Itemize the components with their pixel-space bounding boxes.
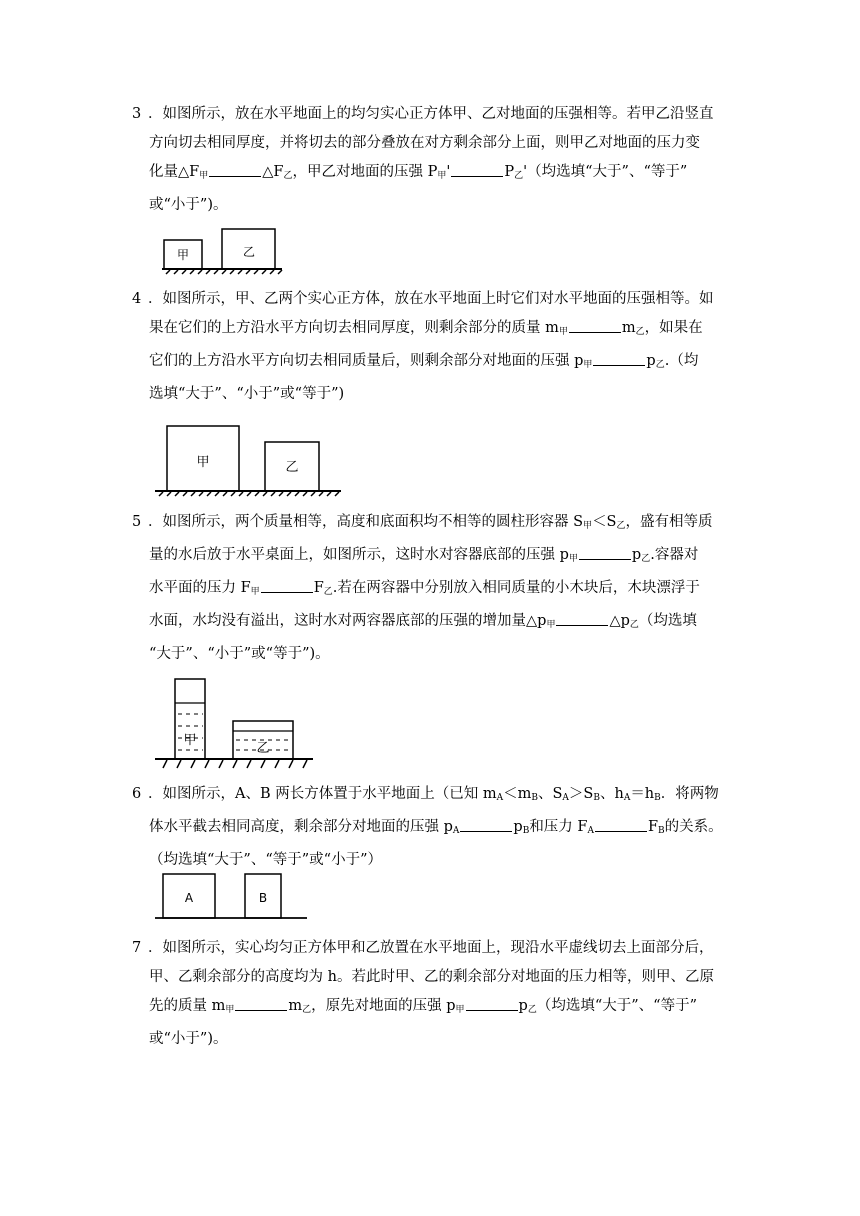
answer-blank[interactable] bbox=[235, 996, 287, 1011]
answer-blank[interactable] bbox=[569, 318, 621, 333]
answer-blank[interactable] bbox=[261, 578, 313, 593]
question-text: ．如图所示，甲、乙两个实心正方体，放在水平地面上时它们对水平地面的压强相等。如 bbox=[148, 291, 714, 307]
question-number: 4 bbox=[132, 291, 142, 307]
question-6 bbox=[132, 780, 742, 875]
question-text: 选填“大于”、“小于”或“等于”) bbox=[149, 386, 345, 402]
question-text: 果在它们的上方沿水平方向切去相同厚度，则剩余部分的质量 $m_甲$ $m_乙$，如果在 bbox=[149, 320, 703, 337]
question-text: 水面，水均没有溢出，这时水对两容器底部的压强的增加量$\triangle p_甲$ $\triangle p_乙$（均选填 bbox=[149, 613, 697, 630]
question-3 bbox=[132, 100, 742, 220]
question-text: 或“小于”)。 bbox=[149, 1031, 228, 1047]
container-label: 甲 bbox=[183, 733, 197, 748]
question-4 bbox=[132, 285, 742, 409]
question-text: ．如图所示，放在水平地面上的均匀实心正方体甲、乙对地面的压强相等。若甲乙沿竖直 bbox=[148, 106, 714, 122]
question-text: （均选填“大于”、“等于”或“小于”） bbox=[149, 852, 382, 868]
question-text: ．如图所示，实心均匀正方体甲和乙放置在水平地面上，现沿水平虚线切去上面部分后， bbox=[148, 940, 714, 956]
answer-blank[interactable] bbox=[579, 545, 631, 560]
question-number: 6 bbox=[132, 786, 142, 802]
question-text: 量的水后放于水平桌面上，如图所示，这时水对容器底部的压强 $p_甲$ $p_乙$.容器对 bbox=[149, 547, 699, 564]
question-text: 先的质量 $m_甲$ $m_乙$，原先对地面的压强 $p_甲$ $p_乙$（均选填“大于”、“等于” bbox=[149, 998, 698, 1015]
answer-blank[interactable] bbox=[593, 351, 645, 366]
question-text: 体水平截去相同高度，剩余部分对地面的压强 $p_A$ $p_B$和压力 $F_A$ $F_B$的关系。 bbox=[149, 819, 723, 836]
question-text: 或“小于”)。 bbox=[149, 197, 228, 213]
question-text: “大于”、“小于”或“等于”)。 bbox=[149, 646, 330, 662]
figure-q5 bbox=[155, 678, 315, 770]
question-text: 甲、乙剩余部分的高度均为 h。若此时甲、乙的剩余部分对地面的压力相等，则甲、乙原 bbox=[149, 969, 714, 985]
container-label: 乙 bbox=[256, 741, 270, 756]
block-label: 甲 bbox=[196, 455, 210, 470]
answer-blank[interactable] bbox=[209, 162, 261, 177]
ground-hatch bbox=[159, 492, 339, 496]
block-label: A bbox=[184, 891, 194, 905]
question-number: 5 bbox=[132, 514, 142, 530]
question-number: 3 bbox=[132, 106, 142, 122]
question-text: 5 ．如图所示，两个质量相等，高度和底面积均不相等的圆柱形容器 $S_甲<S_乙$，盛有相等质 bbox=[132, 508, 742, 541]
answer-blank[interactable] bbox=[451, 162, 503, 177]
ground-hatch bbox=[166, 270, 282, 274]
answer-blank[interactable] bbox=[460, 817, 512, 832]
figure-q3 bbox=[162, 228, 284, 274]
ground-hatch bbox=[163, 760, 307, 768]
question-7 bbox=[132, 934, 742, 1054]
figure-q6 bbox=[155, 872, 310, 922]
question-number: 7 bbox=[132, 940, 142, 956]
answer-blank[interactable] bbox=[595, 817, 647, 832]
question-text: 方向切去相同厚度，并将切去的部分叠放在对方剩余部分上面，则甲乙对地面的压力变 bbox=[149, 135, 700, 151]
figure-q4 bbox=[155, 425, 343, 497]
question-text: 化量$\triangle F_甲$ $\triangle F_乙$，甲乙对地面的压强 $P_甲'$ $P_乙'$（均选填“大于”、“等于” bbox=[149, 164, 688, 181]
block-label: 乙 bbox=[285, 460, 299, 475]
answer-blank[interactable] bbox=[466, 996, 518, 1011]
answer-blank[interactable] bbox=[556, 611, 608, 626]
question-5 bbox=[132, 508, 742, 669]
block-label: 乙 bbox=[242, 245, 256, 259]
question-text: 它们的上方沿水平方向切去相同质量后，则剩余部分对地面的压强 $p_甲$ $p_乙$.（均 bbox=[149, 353, 699, 370]
block-label: 甲 bbox=[176, 248, 190, 262]
question-text: 水平面的压力 $F_甲$ $F_乙$.若在两容器中分别放入相同质量的小木块后，木块漂浮于 bbox=[149, 580, 700, 597]
block-label: B bbox=[258, 891, 268, 905]
question-text: 6 ．如图所示，A、B 两长方体置于水平地面上（已知 $m_A<m_B$、$S_A>S_B$、$h_A=h_B$．将两物 bbox=[132, 780, 742, 813]
